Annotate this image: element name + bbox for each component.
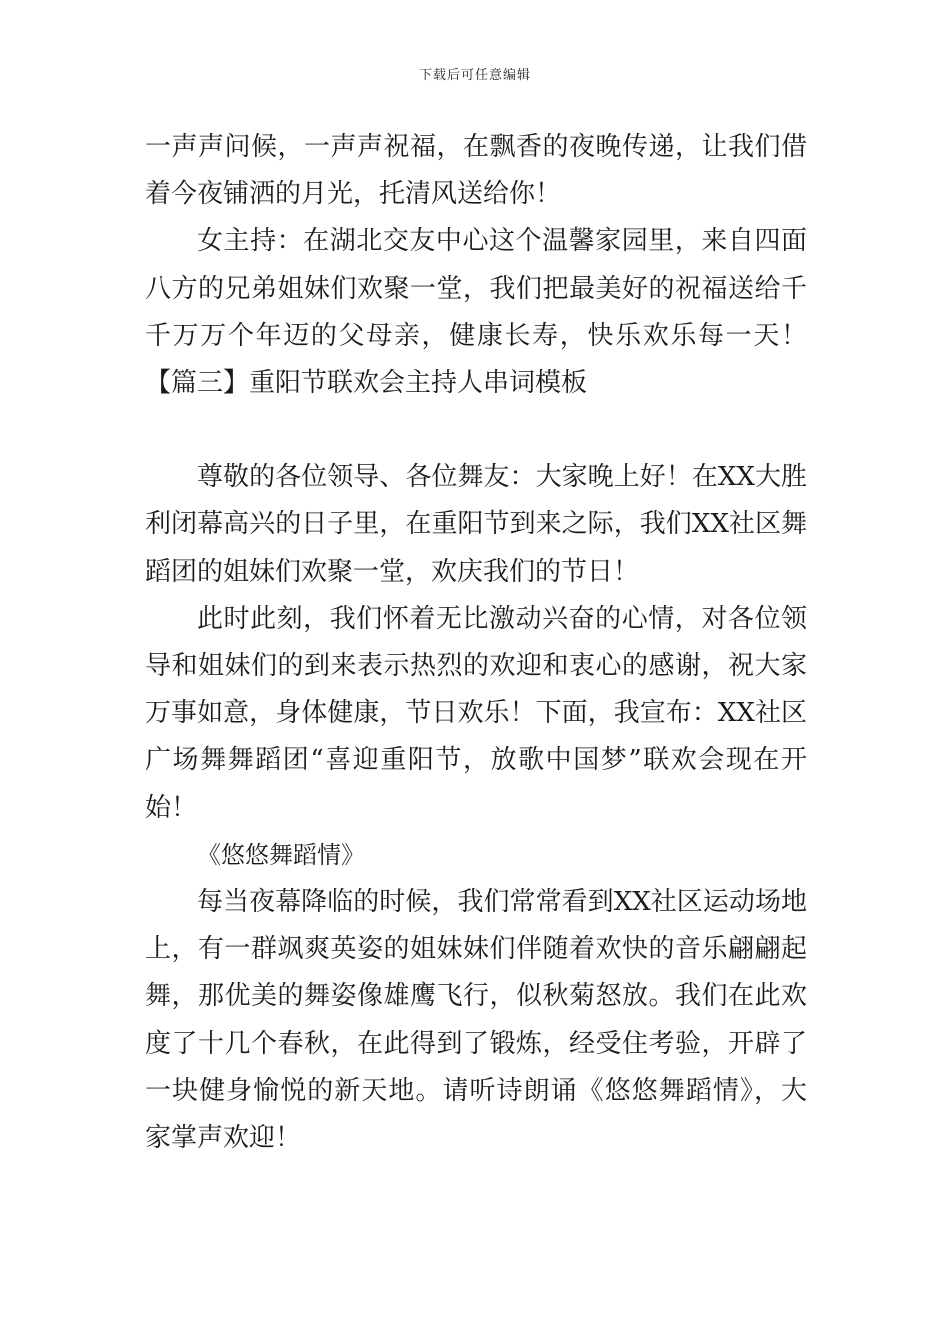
paragraph-2: 女主持：在湖北交友中心这个温馨家园里，来自四面八方的兄弟姐妹们欢聚一堂，我们把最美好的祝福送给千千万万个年迈的父母亲，健康长寿，快乐欢乐每一天！【篇三】重阳节联欢会主持人串词模板: [145, 226, 807, 399]
paragraph-gap: [145, 407, 807, 454]
page-header-note: 下载后可任意编辑: [418, 68, 531, 83]
paragraph-5: 每当夜幕降临的时候，我们常常看到XX社区运动场地上，有一群飒爽英姿的姐妹妹们伴随着欢快的音乐翩翩起舞，那优美的舞姿像雄鹰飞行，似秋菊怒放。我们在此欢度了十几个春秋，在此得到了锻炼，经受住考验，开辟了一块健身愉悦的新天地。请听诗朗诵《悠悠舞蹈情》，大家掌声欢迎！: [145, 887, 807, 1154]
document-body: [145, 124, 807, 1162]
paragraph-1: 一声声问候，一声声祝福，在飘香的夜晚传递，让我们借着今夜铺洒的月光，托清风送给你！: [145, 132, 807, 210]
paragraph-3: 尊敬的各位领导、各位舞友：大家晚上好！在XX大胜利闭幕高兴的日子里，在重阳节到来之际，我们XX社区舞蹈团的姐妹们欢聚一堂，欢庆我们的节日！: [145, 462, 807, 587]
poem-title: 《悠悠舞蹈情》: [197, 840, 365, 869]
paragraph-4: 此时此刻，我们怀着无比激动兴奋的心情，对各位领导和姐妹们的到来表示热烈的欢迎和衷心的感谢，祝大家万事如意，身体健康，节日欢乐！下面，我宣布：XX社区广场舞舞蹈团“喜迎重阳节，放歌中国梦”联欢会现在开始！: [145, 603, 807, 823]
